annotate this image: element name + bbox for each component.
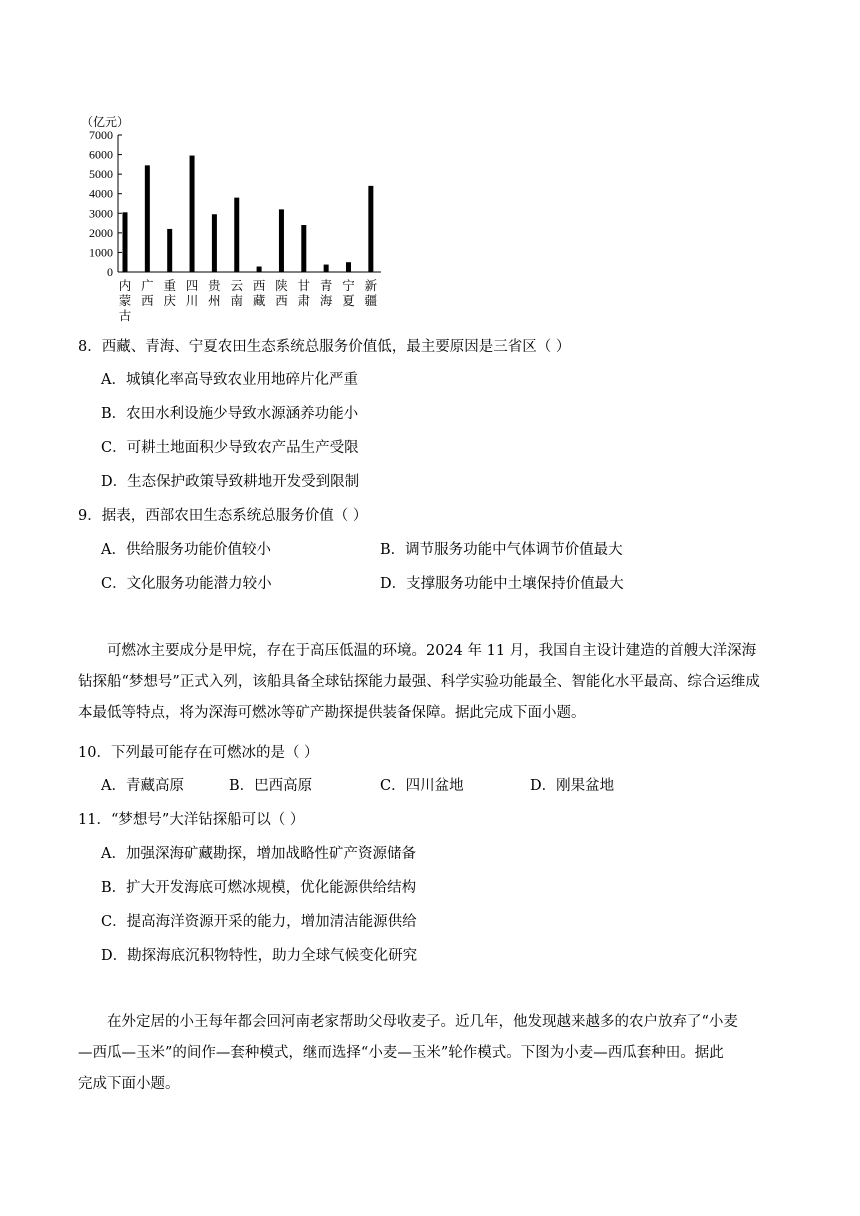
x-tick-label-char: 甘 — [297, 278, 311, 293]
x-tick-label-char: 广 — [141, 278, 154, 293]
bar-11 — [346, 262, 351, 272]
x-tick-label-char: 西 — [252, 278, 266, 293]
x-tick-label-char: 新 — [364, 278, 378, 293]
q11-option-a[interactable]: A．加强深海矿藏勘探，增加战略性矿产资源储备 — [101, 846, 416, 862]
x-tick-label-char: 西 — [275, 293, 288, 308]
x-tick-label-char: 西 — [141, 293, 154, 308]
bar-4 — [190, 156, 195, 272]
x-tick-label-char: 夏 — [342, 293, 355, 308]
y-tick-label: 1000 — [89, 245, 113, 260]
passage-wheat-watermelon-line3: 完成下面小题。 — [78, 1076, 180, 1092]
x-tick-label — [342, 278, 355, 308]
x-tick-label-char: 青 — [319, 278, 333, 293]
q9-stem: 9．据表，西部农田生态系统总服务价值（ ） — [78, 508, 368, 524]
x-tick-label — [141, 278, 154, 308]
x-tick-label-char: 古 — [118, 308, 132, 323]
q9-option-d[interactable]: D．支撑服务功能中土壤保持价值最大 — [380, 576, 624, 592]
q11-option-d[interactable]: D．勘探海底沉积物特性，助力全球气候变化研究 — [101, 948, 418, 964]
x-tick-label-char: 重 — [163, 278, 176, 293]
bar-5 — [212, 214, 217, 272]
x-tick-label — [230, 278, 243, 308]
x-tick-label-char: 川 — [185, 293, 199, 308]
q8-option-d[interactable]: D．生态保护政策导致耕地开发受到限制 — [101, 474, 360, 490]
bar-6 — [234, 198, 239, 272]
q9-option-b[interactable]: B．调节服务功能中气体调节价值最大 — [380, 542, 623, 558]
x-tick-label — [365, 278, 378, 308]
y-tick-label: 0 — [107, 265, 113, 279]
x-tick-label-char: 庆 — [163, 293, 176, 308]
x-tick-label-char: 州 — [208, 293, 221, 308]
x-tick-label — [186, 278, 199, 308]
q10-option-c[interactable]: C．四川盆地 — [380, 778, 464, 794]
x-tick-label-char: 藏 — [252, 293, 266, 308]
x-tick-label — [320, 278, 333, 308]
x-tick-label-char: 蒙 — [118, 293, 132, 308]
q9-option-a[interactable]: A．供给服务功能价值较小 — [101, 542, 271, 558]
q10-option-d[interactable]: D．刚果盆地 — [530, 778, 615, 794]
q9-option-c[interactable]: C．文化服务功能潜力较小 — [101, 576, 272, 592]
bar-12 — [368, 186, 373, 272]
passage-gas-hydrate — [78, 636, 794, 729]
x-tick-label-char: 陕 — [275, 278, 288, 293]
y-tick-label: 2000 — [89, 225, 113, 240]
y-tick-label: 4000 — [89, 186, 113, 201]
y-tick-label: 7000 — [89, 128, 113, 142]
bar-10 — [324, 265, 329, 272]
q8-option-c[interactable]: C．可耕土地面积少导致农产品生产受限 — [101, 440, 359, 456]
q10-option-a[interactable]: A．青藏高原 — [101, 778, 184, 794]
q10-stem: 10．下列最可能存在可燃冰的是（ ） — [78, 745, 319, 761]
passage-wheat-watermelon-line2: —西瓜—玉米”的间作—套种模式，继而选择“小麦—玉米”轮作模式。下图为小麦—西瓜套种田。据此 — [78, 1045, 724, 1061]
bar-3 — [167, 229, 172, 272]
q8-option-b[interactable]: B．农田水利设施少导致水源涵养功能小 — [101, 406, 359, 422]
x-tick-label-char: 南 — [230, 293, 244, 308]
q11-option-b[interactable]: B．扩大开发海底可燃冰规模，优化能源供给结构 — [101, 880, 417, 896]
x-tick-label — [275, 278, 288, 308]
passage-wheat-watermelon — [78, 1007, 794, 1100]
bar-2 — [145, 165, 150, 272]
bar-9 — [301, 225, 306, 272]
x-tick-label — [253, 278, 266, 308]
x-tick-label — [163, 278, 176, 308]
y-tick-label: 6000 — [89, 147, 113, 162]
bar-7 — [257, 267, 262, 272]
passage-gas-hydrate-line2: 钻探船“梦想号”正式入列，该船具备全球钻探能力最强、科学实验功能最全、智能化水平最高、综合运维成 — [78, 674, 760, 690]
x-tick-label-char: 海 — [319, 293, 333, 308]
x-tick-label-char: 云 — [230, 278, 244, 293]
q11-option-c[interactable]: C．提高海洋资源开采的能力，增加清洁能源供给 — [101, 914, 417, 930]
q10-option-b[interactable]: B．巴西高原 — [229, 778, 313, 794]
q11-stem: 11．“梦想号”大洋钻探船可以（ ） — [78, 812, 305, 828]
x-tick-label — [208, 278, 222, 308]
x-tick-label-char: 宁 — [342, 278, 355, 293]
bar-chart — [0, 0, 400, 330]
y-tick-label: 5000 — [89, 167, 113, 182]
passage-gas-hydrate-line3: 本最低等特点，将为深海可燃冰等矿产勘探提供装备保障。据此完成下面小题。 — [78, 705, 586, 721]
passage-wheat-watermelon-line1: 在外定居的小王每年都会回河南老家帮助父母收麦子。近几年，他发现越来越多的农户放弃了“小麦 — [107, 1014, 738, 1030]
x-tick-label-char: 四 — [185, 278, 199, 293]
x-tick-label-char: 贵 — [208, 278, 221, 293]
y-tick-label: 3000 — [89, 206, 113, 221]
x-tick-label-char: 肃 — [297, 293, 311, 308]
x-tick-label — [298, 278, 311, 308]
q8-option-a[interactable]: A．城镇化率高导致农业用地碎片化严重 — [101, 372, 358, 388]
bar-8 — [279, 209, 284, 272]
q8-stem: 8．西藏、青海、宁夏农田生态系统总服务价值低，最主要原因是三省区（ ） — [78, 339, 571, 355]
x-tick-label-char: 疆 — [364, 293, 378, 308]
x-tick-label — [119, 278, 132, 323]
y-axis-label: （亿元） — [81, 115, 130, 129]
bar-1 — [123, 212, 128, 272]
passage-gas-hydrate-line1: 可燃冰主要成分是甲烷，存在于高压低温的环境。2024 年 11 月，我国自主设计建造的首艘大洋深海 — [107, 643, 757, 659]
x-tick-label-char: 内 — [118, 278, 132, 293]
